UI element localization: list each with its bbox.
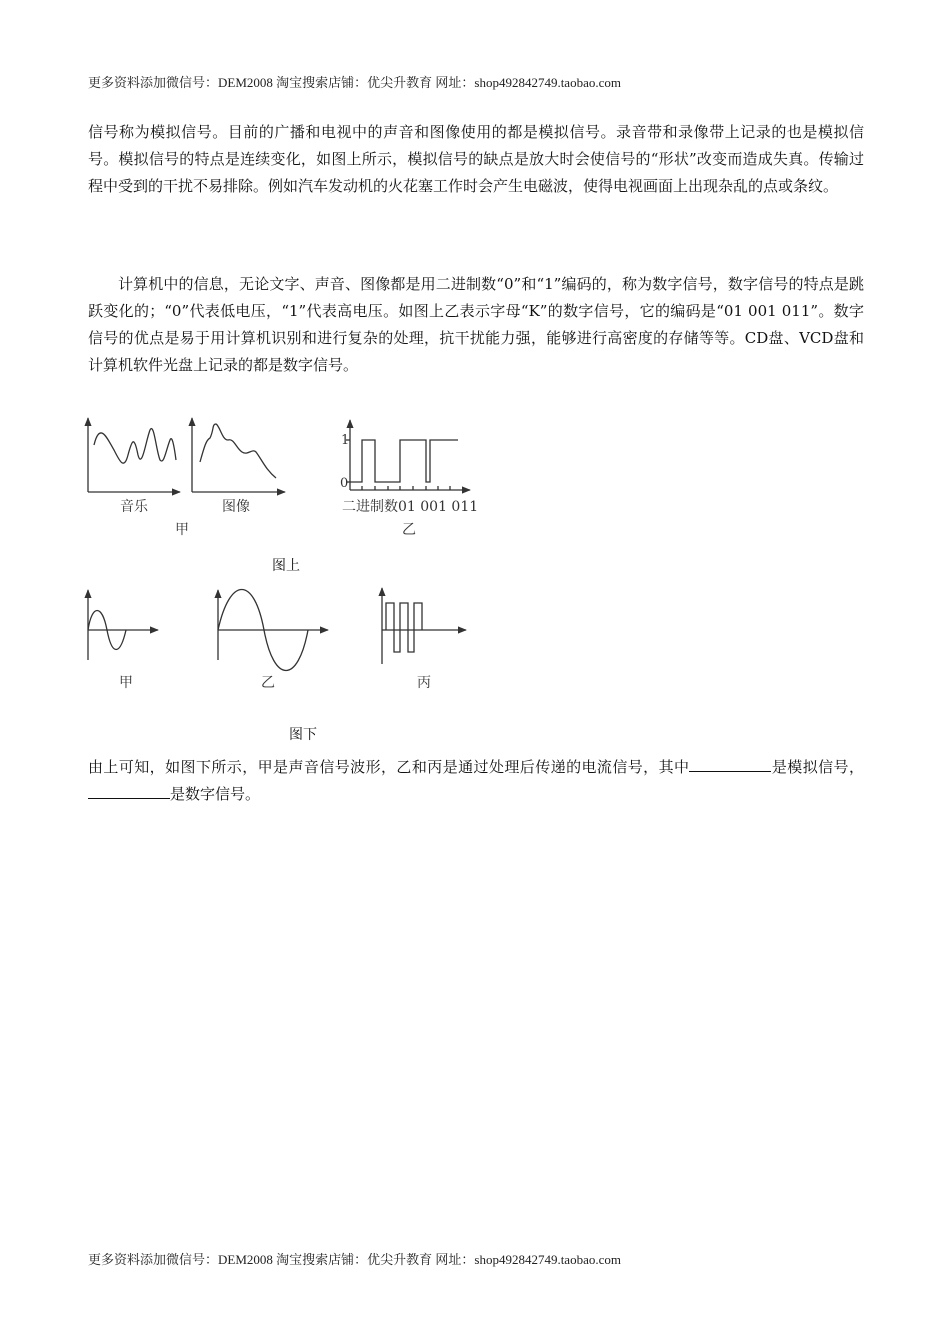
label-yi-bottom: 乙 [261,675,275,691]
label-bing-bottom: 丙 [417,675,431,691]
paragraph-digital-signal: 计算机中的信息，无论文字、声音、图像都是用二进制数“0”和“1”编码的，称为数字信号，数字信号的特点是跳跃变化的；“0”代表低电压，“1”代表高电压。如图上乙表示字母“K”的数字信号，它的编码是“01 001 011”。数字信号的优点是易于用计算机识别和进行复杂的处理，抗干扰能力强，能够进行高密度的存储等等。CD盘、VCD盘和计算机软件光盘上记录的都是数字信号。 [88,275,864,374]
tick-label-1: 1 [341,433,350,448]
label-yi-top: 乙 [402,522,416,538]
tick-label-0: 0 [340,476,349,491]
answer-blank-digital[interactable] [88,783,170,799]
label-jia-bottom: 甲 [119,675,133,691]
music-label: 音乐 [120,499,148,515]
answer-blank-analog[interactable] [689,756,771,772]
paragraph-analog-signal: 信号称为模拟信号。目前的广播和电视中的声音和图像使用的都是模拟信号。录音带和录像带上记录的也是模拟信号。模拟信号的特点是连续变化，如图上所示，模拟信号的缺点是放大时会使信号的“形状”改变而造成失真。传输过程中受到的干扰不易排除。例如汽车发动机的火花塞工作时会产生电磁波，使得电视画面上出现杂乱的点或条纹。 [88,123,864,195]
analog-current-graph [218,590,328,671]
page-header: 更多资料添加微信号：DEM2008 淘宝搜索店铺：优尖升教育 网址：shop492842749.taobao.com [88,75,621,90]
image-label: 图像 [222,499,250,515]
page-footer: 更多资料添加微信号：DEM2008 淘宝搜索店铺：优尖升教育 网址：shop492842749.taobao.com [88,1252,621,1267]
question-text-3: 是数字信号。 [170,785,261,803]
binary-label: 二进制数01 001 011 [342,499,479,515]
caption-top: 图上 [272,558,300,574]
question-text-1: 由上可知，如图下所示，甲是声音信号波形，乙和丙是通过处理后传递的电流信号，其中 [88,758,690,776]
sound-wave-graph [88,590,158,660]
caption-bottom: 图下 [289,727,317,743]
digital-current-graph [382,588,466,664]
question-paragraph [88,754,864,808]
label-jia-top: 甲 [175,522,189,538]
question-text-2: 是模拟信号， [771,758,864,776]
